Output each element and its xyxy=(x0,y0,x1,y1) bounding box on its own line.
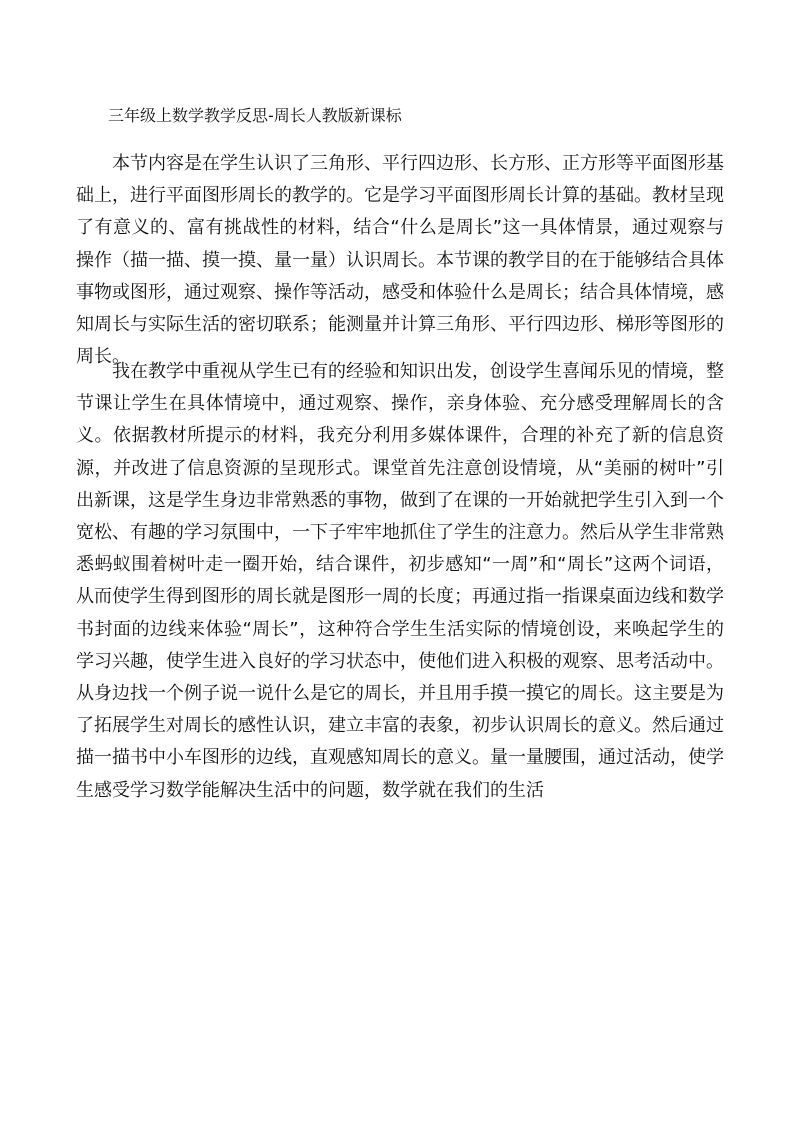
document-title: 三年级上数学教学反思-周长人教版新课标 xyxy=(108,106,402,125)
paragraph-2: 我在教学中重视从学生已有的经验和知识出发，创设学生喜闻乐见的情境，整节课让学生在具体情境中，通过观察、操作，亲身体验、充分感受理解周长的含义。依据教材所提示的材料，我充分利用多媒体课件，合理的补充了新的信息资源，并改进了信息资源的呈现形式。课堂首先注意创设情境，从“美丽的树叶”引出新课，这是学生身边非常熟悉的事物，做到了在课的一开始就把学生引入到一个宽松、有趣的学习氛围中，一下子牢牢地抓住了学生的注意力。然后从学生非常熟悉蚂蚁围着树叶走一圈开始，结合课件，初步感知“一周”和“周长”这两个词语，从而使学生得到图形的周长就是图形一周的长度；再通过指一指课桌面边线和数学书封面的边线来体验“周长”，这种符合学生生活实际的情境创设，来唤起学生的学习兴趣，使学生进入良好的学习状态中，使他们进入积极的观察、思考活动中。从身边找一个例子说一说什么是它的周长，并且用手摸一摸它的周长。这主要是为了拓展学生对周长的感性认识，建立丰富的表象，初步认识周长的意义。然后通过描一描书中小车图形的边线，直观感知周长的意义。量一量腰围，通过活动，使学生感受学习数学能解决生活中的问题，数学就在我们的生活 xyxy=(76,361,724,801)
paragraph-1: 本节内容是在学生认识了三角形、平行四边形、长方形、正方形等平面图形基础上，进行平面图形周长的教学的。它是学习平面图形周长计算的基础。教材呈现了有意义的、富有挑战性的材料，结合“什么是周长”这一具体情景，通过观察与操作（描一描、摸一摸、量一量）认识周长。本节课的教学目的在于能够结合具体事物或图形，通过观察、操作等活动，感受和体验什么是周长；结合具体情境，感知周长与实际生活的密切联系；能测量并计算三角形、平行四边形、梯形等图形的周长。 xyxy=(76,153,724,368)
